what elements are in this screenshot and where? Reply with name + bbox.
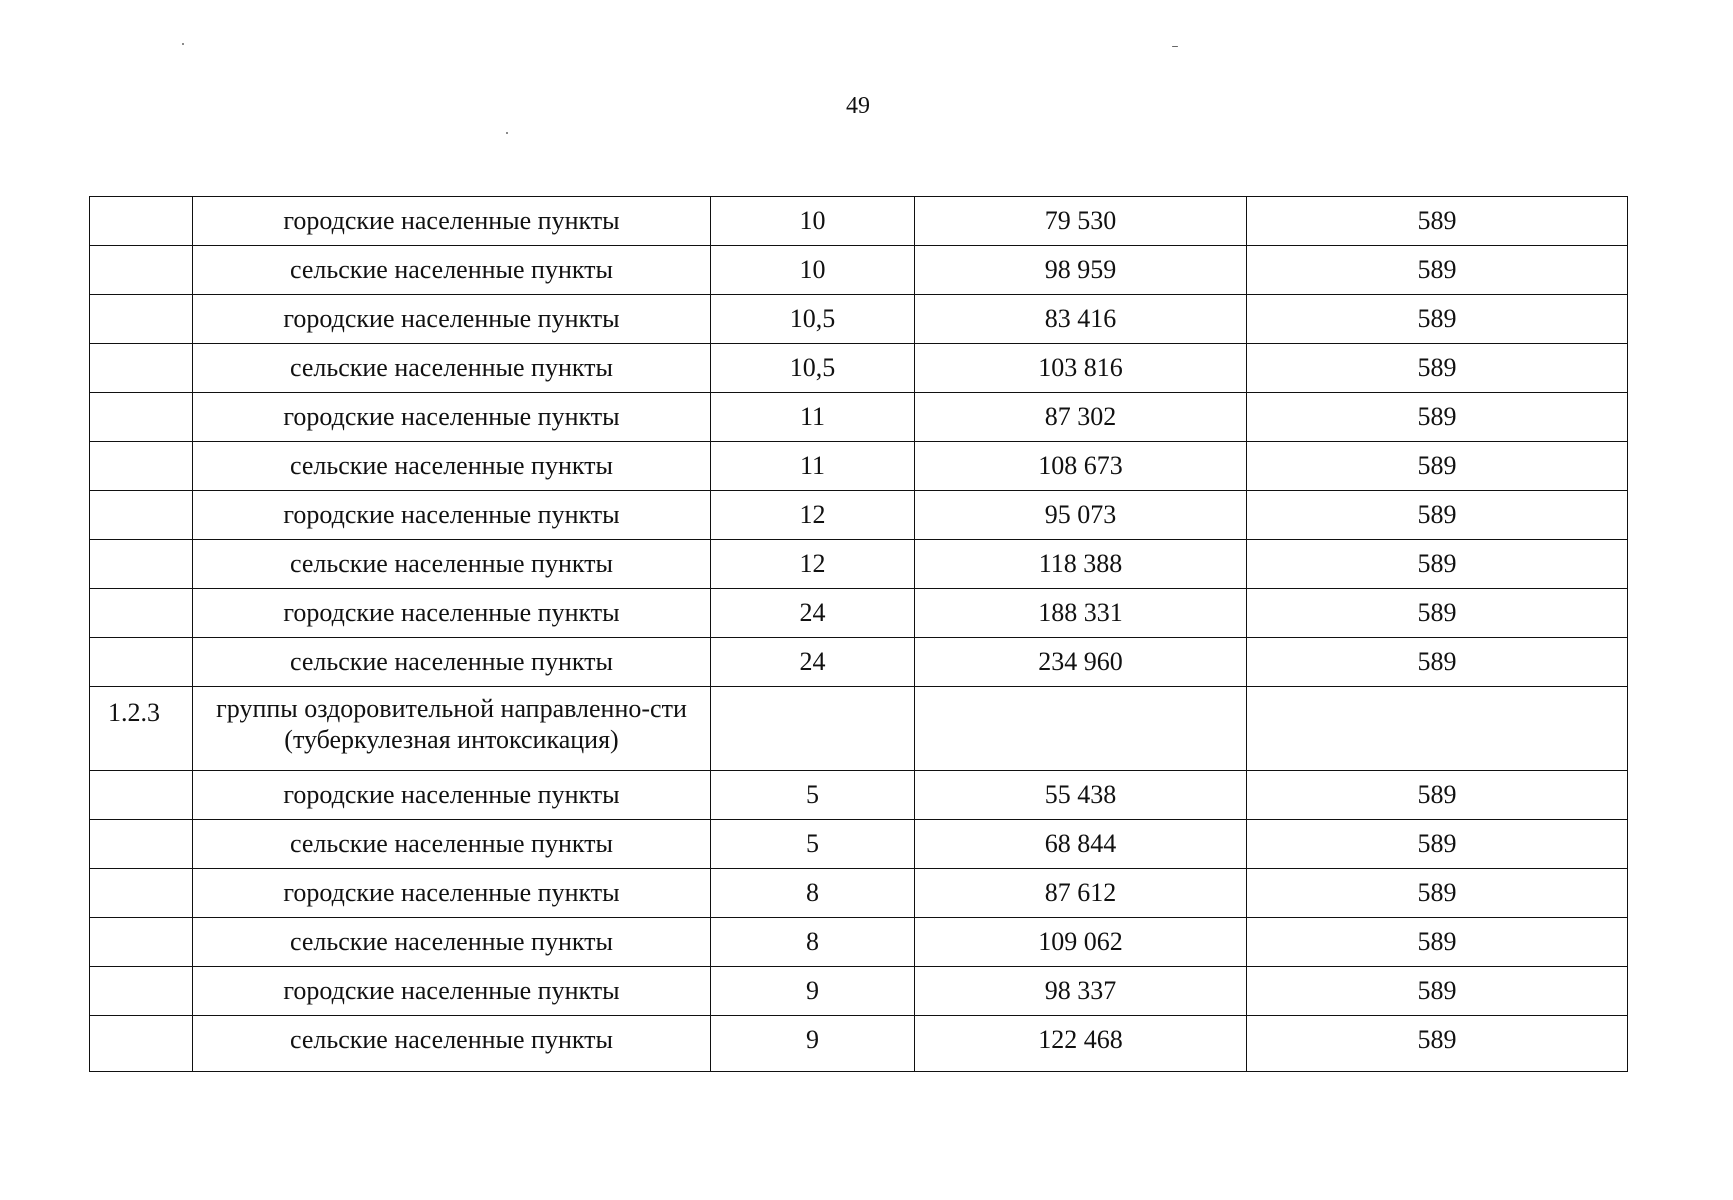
table-body: [90, 197, 1628, 1072]
row-name-cell: сельские населенные пункты: [193, 918, 711, 967]
value-cell-2: 108 673: [915, 442, 1247, 491]
value-cell-1: 10: [711, 246, 915, 295]
value-cell-3: 589: [1247, 589, 1628, 638]
table-row: [90, 1016, 1628, 1072]
value-cell-2: 103 816: [915, 344, 1247, 393]
value-cell-1: 24: [711, 589, 915, 638]
value-cell-2: 79 530: [915, 197, 1247, 246]
value-cell-1: 10: [711, 197, 915, 246]
value-cell-2: 55 438: [915, 771, 1247, 820]
table-row: [90, 820, 1628, 869]
value-cell-2: 87 612: [915, 869, 1247, 918]
table-row: [90, 295, 1628, 344]
value-cell-1: 12: [711, 540, 915, 589]
value-cell-3: 589: [1247, 442, 1628, 491]
value-cell-2: 122 468: [915, 1016, 1247, 1072]
row-name-cell: группы оздоровительной направленно-сти (туберкулезная интоксикация): [193, 687, 711, 771]
table-row: [90, 246, 1628, 295]
value-cell-3: 589: [1247, 393, 1628, 442]
row-number-cell: [90, 869, 193, 918]
value-cell-2: 188 331: [915, 589, 1247, 638]
table-row: [90, 589, 1628, 638]
table-row: [90, 918, 1628, 967]
row-number-cell: [90, 589, 193, 638]
row-number-cell: [90, 393, 193, 442]
row-name-cell: городские населенные пункты: [193, 771, 711, 820]
row-name-cell: сельские населенные пункты: [193, 540, 711, 589]
value-cell-1: 24: [711, 638, 915, 687]
row-name-cell: сельские населенные пункты: [193, 246, 711, 295]
value-cell-3: 589: [1247, 638, 1628, 687]
row-number-cell: [90, 295, 193, 344]
value-cell-2: 95 073: [915, 491, 1247, 540]
scan-speck: [506, 132, 508, 134]
value-cell-1: 8: [711, 869, 915, 918]
value-cell-3: 589: [1247, 246, 1628, 295]
value-cell-1: 10,5: [711, 295, 915, 344]
row-number-cell: [90, 820, 193, 869]
value-cell-1: 10,5: [711, 344, 915, 393]
table-row: [90, 491, 1628, 540]
row-name-cell: городские населенные пункты: [193, 491, 711, 540]
value-cell-1: 11: [711, 393, 915, 442]
value-cell-1: 9: [711, 1016, 915, 1072]
row-name-cell: сельские населенные пункты: [193, 344, 711, 393]
row-number-cell: [90, 771, 193, 820]
value-cell-1: 8: [711, 918, 915, 967]
value-cell-2: 98 959: [915, 246, 1247, 295]
value-cell-1: 11: [711, 442, 915, 491]
row-name-cell: сельские населенные пункты: [193, 820, 711, 869]
row-name-cell: городские населенные пункты: [193, 589, 711, 638]
page-number: 49: [846, 93, 870, 119]
row-number-cell: [90, 442, 193, 491]
value-cell-2: 68 844: [915, 820, 1247, 869]
value-cell-3: 589: [1247, 540, 1628, 589]
value-cell-3: 589: [1247, 869, 1628, 918]
row-name-cell: сельские населенные пункты: [193, 638, 711, 687]
value-cell-2: 87 302: [915, 393, 1247, 442]
value-cell-3: 589: [1247, 967, 1628, 1016]
table-row: [90, 393, 1628, 442]
section-row: [90, 687, 1628, 771]
value-cell-3: 589: [1247, 295, 1628, 344]
row-name-cell: городские населенные пункты: [193, 869, 711, 918]
row-name-cell: городские населенные пункты: [193, 295, 711, 344]
row-name-cell: сельские населенные пункты: [193, 1016, 711, 1072]
row-name-cell: городские населенные пункты: [193, 967, 711, 1016]
value-cell-2: 234 960: [915, 638, 1247, 687]
value-cell-3: 589: [1247, 1016, 1628, 1072]
value-cell-1: 12: [711, 491, 915, 540]
value-cell-1: 5: [711, 771, 915, 820]
table-row: [90, 638, 1628, 687]
table-row: [90, 442, 1628, 491]
value-cell-2: [915, 687, 1247, 771]
row-number-cell: [90, 246, 193, 295]
row-name-cell: сельские населенные пункты: [193, 442, 711, 491]
row-number-cell: 1.2.3: [90, 687, 193, 771]
table-row: [90, 197, 1628, 246]
value-cell-3: 589: [1247, 197, 1628, 246]
value-cell-3: 589: [1247, 491, 1628, 540]
value-cell-3: [1247, 687, 1628, 771]
scan-speck: [1172, 46, 1178, 47]
table-row: [90, 540, 1628, 589]
value-cell-1: 5: [711, 820, 915, 869]
row-number-cell: [90, 344, 193, 393]
value-cell-2: 118 388: [915, 540, 1247, 589]
scan-speck: [182, 43, 184, 45]
value-cell-3: 589: [1247, 820, 1628, 869]
value-cell-2: 83 416: [915, 295, 1247, 344]
row-number-cell: [90, 638, 193, 687]
table-row: [90, 967, 1628, 1016]
row-number-cell: [90, 918, 193, 967]
value-cell-2: 109 062: [915, 918, 1247, 967]
value-cell-3: 589: [1247, 918, 1628, 967]
value-cell-1: [711, 687, 915, 771]
row-number-cell: [90, 540, 193, 589]
row-name-cell: городские населенные пункты: [193, 393, 711, 442]
value-cell-3: 589: [1247, 344, 1628, 393]
row-number-cell: [90, 491, 193, 540]
row-number-cell: [90, 197, 193, 246]
row-number-cell: [90, 1016, 193, 1072]
row-number-cell: [90, 967, 193, 1016]
data-table: [89, 196, 1628, 1072]
value-cell-1: 9: [711, 967, 915, 1016]
value-cell-3: 589: [1247, 771, 1628, 820]
row-name-cell: городские населенные пункты: [193, 197, 711, 246]
value-cell-2: 98 337: [915, 967, 1247, 1016]
table-row: [90, 344, 1628, 393]
table-row: [90, 771, 1628, 820]
table-row: [90, 869, 1628, 918]
